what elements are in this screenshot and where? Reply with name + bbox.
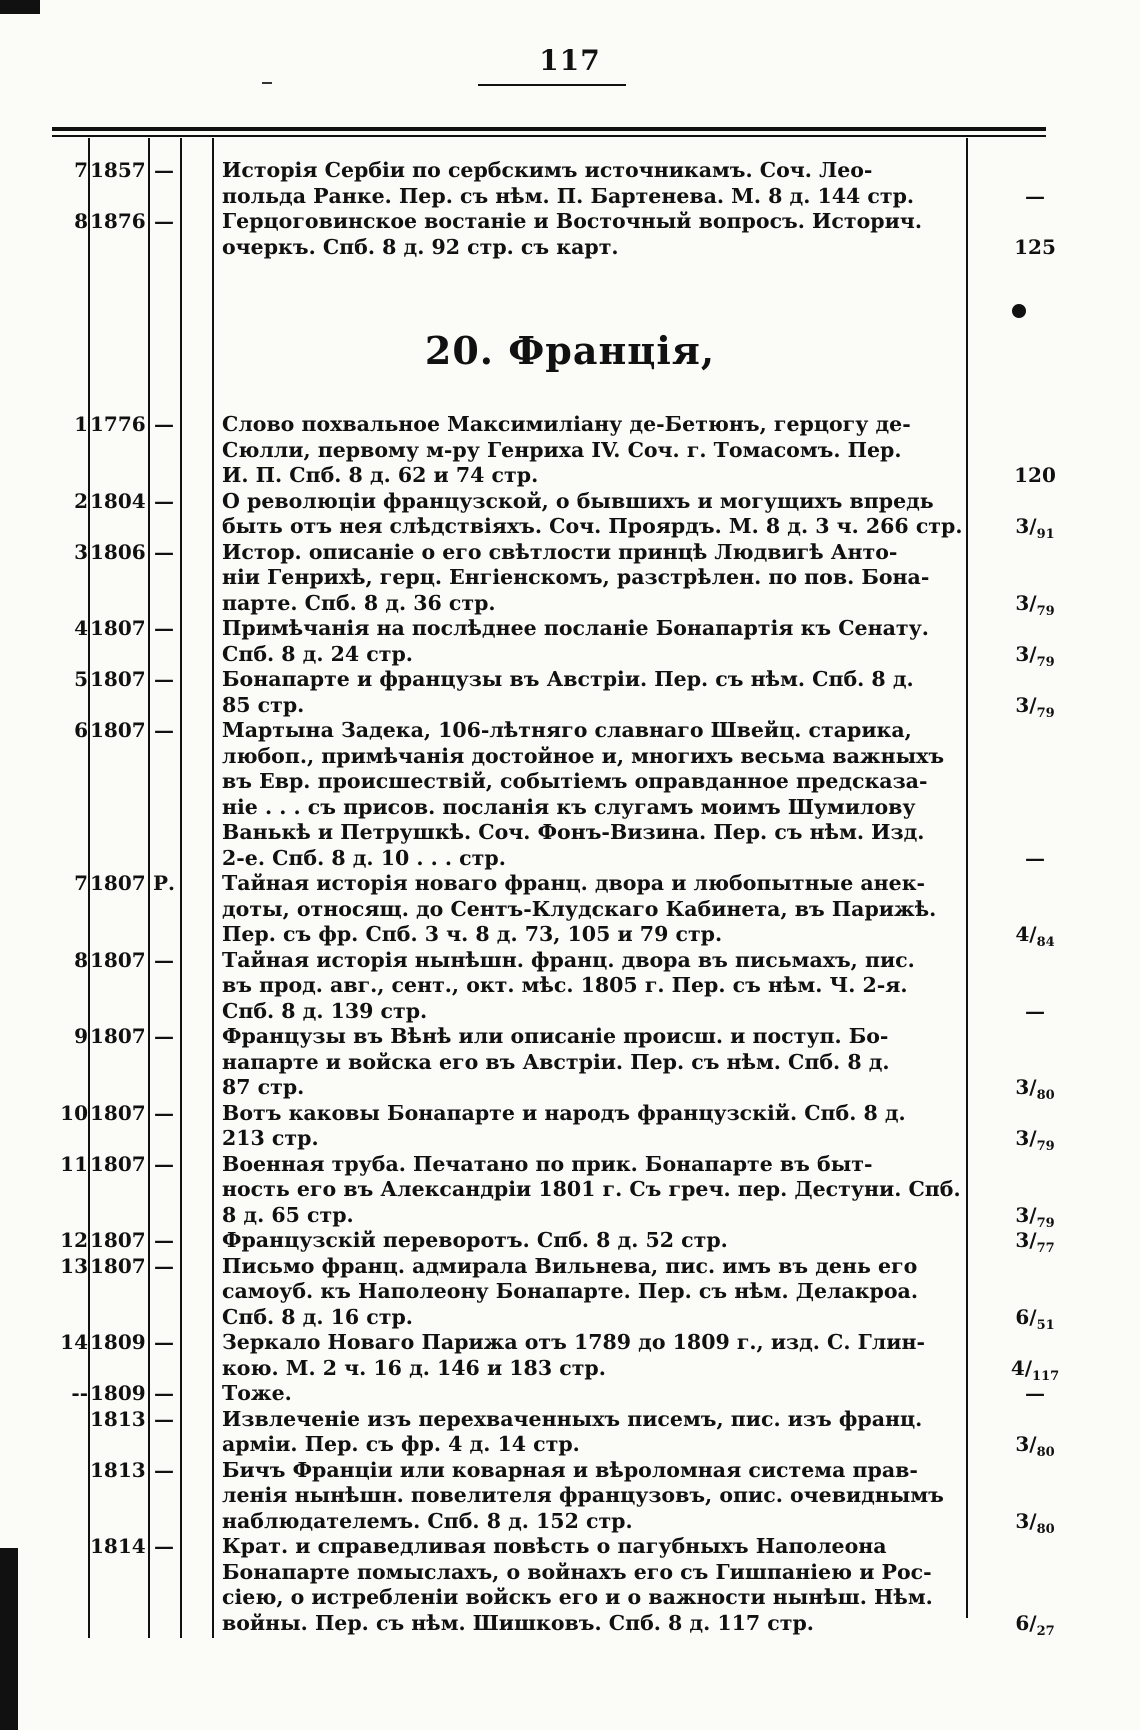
- entry-text-line: Спб. 8 д. 24 стр.: [222, 641, 413, 666]
- entry-text-line: Зеркало Новаго Парижа отъ 1789 до 1809 г., изд. С. Глин-: [222, 1330, 925, 1354]
- entry-price: $4/_{84}$: [1015, 922, 1055, 950]
- entry-number: 4: [74, 616, 88, 640]
- entry-year: 1807: [90, 1228, 146, 1252]
- entry-text-line: Мартына Задека, 106-лѣтняго славнаго Швейц. старика,: [222, 718, 912, 742]
- entry-text-line: Бичъ Франціи или коварная и вѣроломная система прав-: [222, 1457, 918, 1482]
- entry-text: [222, 1330, 964, 1381]
- entry-price: —: [1025, 998, 1045, 1023]
- entry-number: 1: [74, 412, 88, 436]
- entry-text: [222, 412, 964, 489]
- entry-number: 3: [74, 539, 88, 564]
- price-subscript: 80: [1036, 1521, 1055, 1537]
- entry-text-line: напарте и войска его въ Австріи. Пер. съ нѣм. Спб. 8 д.: [222, 1049, 890, 1074]
- entry-year: 1807: [90, 871, 146, 895]
- entry-text-line: Вотъ каковы Бонапарте и народъ французскій. Спб. 8 д.: [222, 1100, 906, 1125]
- entry-text-line: въ прод. авг., сент., окт. мѣс. 1805 г. Пер. съ нѣм. Ч. 2-я.: [222, 973, 908, 997]
- price-subscript: 79: [1036, 654, 1055, 670]
- entry-text-line: Военная труба. Печатано по прик. Бонапарте въ быт-: [222, 1151, 873, 1176]
- entry-text-line: Тайная исторія нынѣшн. франц. двора въ письмахъ, пис.: [222, 947, 915, 972]
- ink-dot: [1012, 304, 1026, 318]
- entry-mark: —: [154, 1457, 174, 1482]
- entry-text-line: ность его въ Александріи 1801 г. Съ греч. пер. Дестуни. Спб.: [222, 1177, 961, 1201]
- entry-text: [222, 871, 964, 948]
- entry-mark: —: [154, 1381, 174, 1405]
- price-subscript: 84: [1036, 935, 1055, 950]
- entry-mark: —: [154, 1534, 174, 1558]
- entry-year: 1876: [90, 209, 146, 233]
- entry-number: 2: [74, 488, 88, 513]
- entry-text-line: 87 стр.: [222, 1075, 305, 1099]
- entry-mark: Р.: [152, 871, 175, 895]
- entry-year: 1809: [90, 1330, 146, 1354]
- entry-text: [222, 616, 964, 667]
- entry-text-line: И. П. Спб. 8 д. 62 и 74 стр.: [222, 463, 539, 487]
- entry-number: 8: [74, 209, 88, 233]
- entry-text-line: 8 д. 65 стр.: [222, 1202, 354, 1227]
- entry-price: $3/_{79}$: [1015, 1126, 1055, 1154]
- entry-price: 120: [1014, 463, 1056, 487]
- entry-price: —: [1025, 1381, 1045, 1405]
- entry-text-line: 213 стр.: [222, 1126, 319, 1150]
- entry-text-line: наблюдателемъ. Спб. 8 д. 152 стр.: [222, 1508, 633, 1533]
- price-subscript: 79: [1036, 1215, 1055, 1231]
- entry-text: [222, 1024, 964, 1101]
- entry-text: [222, 1152, 964, 1229]
- entry-mark: —: [154, 718, 174, 742]
- entry-text-line: самоуб. къ Наполеону Бонапарте. Пер. съ нѣм. Делакроа.: [222, 1279, 918, 1303]
- entry-mark: —: [154, 412, 174, 436]
- entry-text: [222, 158, 964, 209]
- entry-text-line: Бонапарте и французы въ Австріи. Пер. съ нѣм. Спб. 8 д.: [222, 667, 914, 691]
- entry-price: $3/_{79}$: [1015, 1202, 1055, 1231]
- entry-text: [222, 1534, 964, 1636]
- page-number-underline: [478, 84, 626, 86]
- entry-text-line: Письмо франц. адмирала Вильнева, пис. имъ въ день его: [222, 1253, 918, 1278]
- entry-text-line: Слово похвальное Максимиліану де-Бетюнъ, герцогу де-: [222, 412, 911, 436]
- entry-text: [222, 1254, 964, 1331]
- entry-mark: —: [154, 209, 174, 233]
- entry-text-line: Ванькѣ и Петрушкѣ. Соч. Фонъ-Визина. Пер. съ нѣм. Изд.: [222, 820, 925, 844]
- entry-mark: —: [154, 1253, 174, 1278]
- entry-text: [222, 1228, 964, 1254]
- entry-text-line: польда Ранке. Пер. съ нѣм. П. Бартенева. М. 8 д. 144 стр.: [222, 183, 915, 208]
- entry-text-line: Исторія Сербіи по сербскимъ источникамъ. Соч. Лео-: [222, 158, 873, 182]
- entry-year: 1807: [90, 1100, 146, 1125]
- entry-price: —: [1025, 845, 1045, 870]
- entry-price: $6/_{27}$: [1015, 1610, 1055, 1639]
- top-rule: [52, 127, 1046, 131]
- entry-price: $3/_{80}$: [1015, 1432, 1055, 1460]
- entry-number: 12: [60, 1228, 88, 1252]
- entry-text-line: Спб. 8 д. 139 стр.: [222, 998, 428, 1023]
- entry-text-line: Спб. 8 д. 16 стр.: [222, 1304, 413, 1329]
- entry-text: [222, 948, 964, 1025]
- entry-year: 1809: [90, 1381, 146, 1405]
- entry-price: $3/_{79}$: [1015, 641, 1055, 670]
- entry-text-line: ніи Генрихѣ, герц. Енгіенскомъ, разстрѣлен. по пов. Бона-: [222, 565, 930, 589]
- binding-edge: [0, 0, 40, 14]
- entry-mark: —: [154, 1330, 174, 1354]
- entry-number: --: [71, 1381, 88, 1405]
- entry-price: $3/_{79}$: [1015, 590, 1055, 619]
- entry-text: [222, 1101, 964, 1152]
- entry-year: 1776: [90, 412, 146, 436]
- entry-text-line: парте. Спб. 8 д. 36 стр.: [222, 590, 496, 615]
- entry-text: [222, 209, 964, 260]
- entry-year: 1806: [90, 539, 146, 564]
- entry-price: $3/_{77}$: [1015, 1228, 1055, 1256]
- entry-number: 7: [74, 871, 88, 895]
- section-title: 20. Франція,: [424, 328, 716, 373]
- price-subscript: 79: [1036, 603, 1055, 619]
- entry-text-line: О революціи французской, о бывшихъ и могущихъ впредь: [222, 488, 934, 513]
- entry-year: 1807: [90, 667, 146, 691]
- entry-number: 14: [60, 1330, 88, 1354]
- entry-price: $6/_{51}$: [1015, 1304, 1055, 1333]
- entry-text-line: быть отъ нея слѣдствіяхъ. Соч. Проярдъ. М. 8 д. 3 ч. 266 стр.: [222, 514, 963, 538]
- price-subscript: 79: [1036, 705, 1055, 721]
- entry-year: 1804: [90, 488, 146, 513]
- entry-text-line: войны. Пер. съ нѣм. Шишковъ. Спб. 8 д. 117 стр.: [222, 1610, 814, 1635]
- price-subscript: 91: [1036, 527, 1055, 542]
- entry-number: 13: [60, 1253, 88, 1278]
- entry-year: 1807: [90, 947, 146, 972]
- price-subscript: 80: [1036, 1445, 1055, 1460]
- entry-mark: —: [154, 947, 174, 972]
- entry-number: 7: [74, 158, 88, 182]
- entry-text-line: Тайная исторія новаго франц. двора и любопытные анек-: [222, 871, 926, 895]
- entry-number: 5: [74, 667, 88, 691]
- entry-text-line: сіею, о истребленіи войскъ его и о важности нынѣш. Нѣм.: [222, 1585, 933, 1609]
- entry-year: 1807: [90, 1151, 146, 1176]
- entry-year: 1813: [90, 1457, 146, 1482]
- entry-text: [222, 718, 964, 871]
- entry-price: $3/_{79}$: [1015, 692, 1055, 721]
- entry-text-line: кою. М. 2 ч. 16 д. 146 и 183 стр.: [222, 1355, 606, 1380]
- entry-number: 6: [74, 718, 88, 742]
- entry-year: 1807: [90, 1024, 146, 1048]
- entry-mark: —: [154, 488, 174, 513]
- entry-text: [222, 489, 964, 540]
- entry-mark: —: [154, 1100, 174, 1125]
- entry-text-line: Бонапарте помыслахъ, о войнахъ его съ Гишпаніею и Рос-: [222, 1559, 932, 1584]
- entry-text-line: ленія нынѣшн. повелителя французовъ, опис. очевиднымъ: [222, 1483, 944, 1507]
- entry-mark: —: [154, 1406, 174, 1431]
- entry-mark: —: [154, 616, 174, 640]
- entry-year: 1814: [90, 1534, 146, 1558]
- entry-text-line: 2-е. Спб. 8 д. 10 . . . стр.: [222, 845, 506, 870]
- entry-year: 1807: [90, 616, 146, 640]
- entry-text-line: Примѣчанія на послѣднее посланіе Бонапартія къ Сенату.: [222, 616, 929, 640]
- entry-mark: —: [154, 667, 174, 691]
- top-rule-thin: [52, 135, 1046, 137]
- entry-text-line: Тоже.: [222, 1381, 292, 1405]
- entry-price: $4/_{117}$: [1010, 1355, 1060, 1384]
- entry-number: 11: [60, 1151, 88, 1176]
- entry-number: 8: [74, 947, 88, 972]
- entry-text-line: ніе . . . съ присов. посланія къ слугамъ моимъ Шумилову: [222, 794, 916, 819]
- price-subscript: 80: [1036, 1088, 1055, 1103]
- entry-text: [222, 540, 964, 617]
- entry-text-line: Французскій переворотъ. Спб. 8 д. 52 стр.: [222, 1228, 728, 1252]
- entry-text-line: Истор. описаніе о его свѣтлости принцѣ Людвигѣ Анто-: [222, 539, 898, 564]
- entry-year: 1813: [90, 1406, 146, 1431]
- entry-text: [222, 667, 964, 718]
- entry-text-line: Крат. и справедливая повѣсть о пагубныхъ Наполеона: [222, 1534, 887, 1558]
- entry-year: 1807: [90, 1253, 146, 1278]
- price-subscript: 27: [1036, 1623, 1055, 1639]
- entry-text-line: любоп., примѣчанія достойное и, многихъ весьма важныхъ: [222, 743, 945, 768]
- binding-edge: [0, 1548, 18, 1730]
- entry-text-line: арміи. Пер. съ фр. 4 д. 14 стр.: [222, 1432, 580, 1456]
- entry-mark: —: [154, 539, 174, 564]
- price-subscript: 77: [1036, 1241, 1055, 1256]
- entry-price: $3/_{80}$: [1015, 1508, 1055, 1537]
- entry-year: 1857: [90, 158, 146, 182]
- entry-mark: —: [154, 1228, 174, 1252]
- entry-price: 125: [1014, 234, 1056, 259]
- entry-text-line: 85 стр.: [222, 692, 305, 717]
- entry-text: [222, 1458, 964, 1535]
- entry-mark: —: [154, 1151, 174, 1176]
- entry-number: 9: [74, 1024, 88, 1048]
- entry-mark: —: [154, 1024, 174, 1048]
- price-subscript: 79: [1036, 1139, 1055, 1154]
- dash-mark: [262, 82, 272, 84]
- entry-text: [222, 1381, 964, 1407]
- entry-price: $3/_{80}$: [1015, 1075, 1055, 1103]
- price-subscript: 117: [1032, 1368, 1060, 1384]
- entry-text-line: доты, относящ. до Сентъ-Клудскаго Кабинета, въ Парижѣ.: [222, 896, 937, 921]
- entry-text-line: Французы въ Вѣнѣ или описаніе происш. и поступ. Бо-: [222, 1024, 889, 1048]
- entry-text: [222, 1407, 964, 1458]
- price-subscript: 51: [1036, 1317, 1055, 1333]
- entry-text-line: Сюлли, первому м-ру Генриха IV. Соч. г. Томасомъ. Пер.: [222, 437, 902, 462]
- entry-year: 1807: [90, 718, 146, 742]
- page-number: 117: [539, 44, 601, 77]
- entry-price: —: [1025, 183, 1045, 208]
- entry-number: 10: [60, 1100, 88, 1125]
- entry-text-line: Пер. съ фр. Спб. 3 ч. 8 д. 73, 105 и 79 стр.: [222, 922, 723, 946]
- entry-text-line: Герцоговинское востаніе и Восточный вопросъ. Историч.: [222, 209, 922, 233]
- entry-mark: —: [154, 158, 174, 182]
- entry-text-line: очеркъ. Спб. 8 д. 92 стр. съ карт.: [222, 234, 619, 259]
- entry-text-line: Извлеченіе изъ перехваченныхъ писемъ, пис. изъ франц.: [222, 1406, 923, 1431]
- entry-text-line: въ Евр. происшествій, событіемъ оправданное предсказа-: [222, 769, 928, 793]
- entry-price: $3/_{91}$: [1015, 514, 1055, 542]
